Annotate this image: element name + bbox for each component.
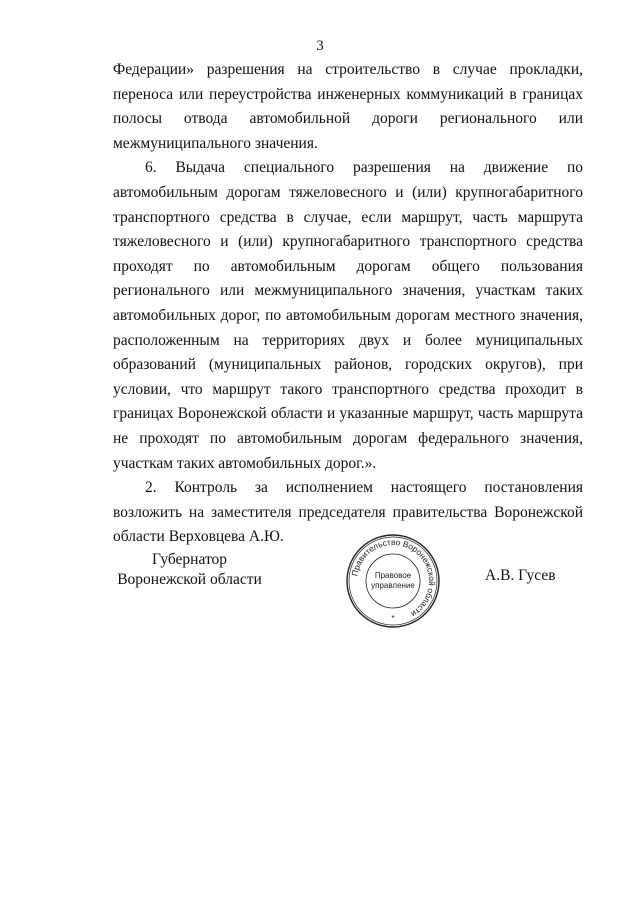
signatory-title-line2: Воронежской области bbox=[117, 571, 262, 588]
stamp-center-line1: Правовое bbox=[374, 571, 412, 580]
paragraph-control: 2. Контроль за исполнением настоящего постановления возложить на заместителя председателя правительства Воронежской области Верховцева А.Ю. bbox=[113, 479, 583, 546]
paragraph-item-6: 6. Выдача специального разрешения на движение по автомобильным дорогам тяжеловесного и (или) крупногабаритного транспортного средства в случае, если маршрут, часть маршрута тяжеловесного и (или) крупногабаритного транспортного средства проходят по автомобильным дорогам общего пользования регионального или межмуниципального значения, участкам таких автомобильных дорог, по автомобильным дорогам местного значения, расположенным на территориях двух и более муниципальных образований (муниципальных районов, городских округов), при условии, что маршрут такого транспортного средства проходит в границах Воронежской области и указанные маршрут, часть маршрута не проходят по автомобильным дорогам федерального значения, участкам таких автомобильных дорог.». bbox=[113, 159, 583, 472]
signatory-title bbox=[117, 550, 262, 590]
stamp-ring-text: Правительство Воронежской области bbox=[349, 536, 438, 620]
stamp-center-line2: управление bbox=[371, 581, 415, 590]
signatory-name: А.В. Гусев bbox=[485, 567, 556, 584]
official-stamp bbox=[345, 533, 441, 629]
signatory-title-line1: Губернатор bbox=[151, 551, 228, 568]
paragraph-continuation: Федерации» разрешения на строительство в случае прокладки, переноса или переустройства инженерных коммуникаций в границах полосы отвода автомобильной дороги регионального или межмуниципального значения. bbox=[113, 61, 583, 152]
page-number: 3 bbox=[316, 38, 324, 54]
document-body bbox=[113, 58, 583, 550]
stamp-star-icon: * bbox=[391, 614, 395, 623]
